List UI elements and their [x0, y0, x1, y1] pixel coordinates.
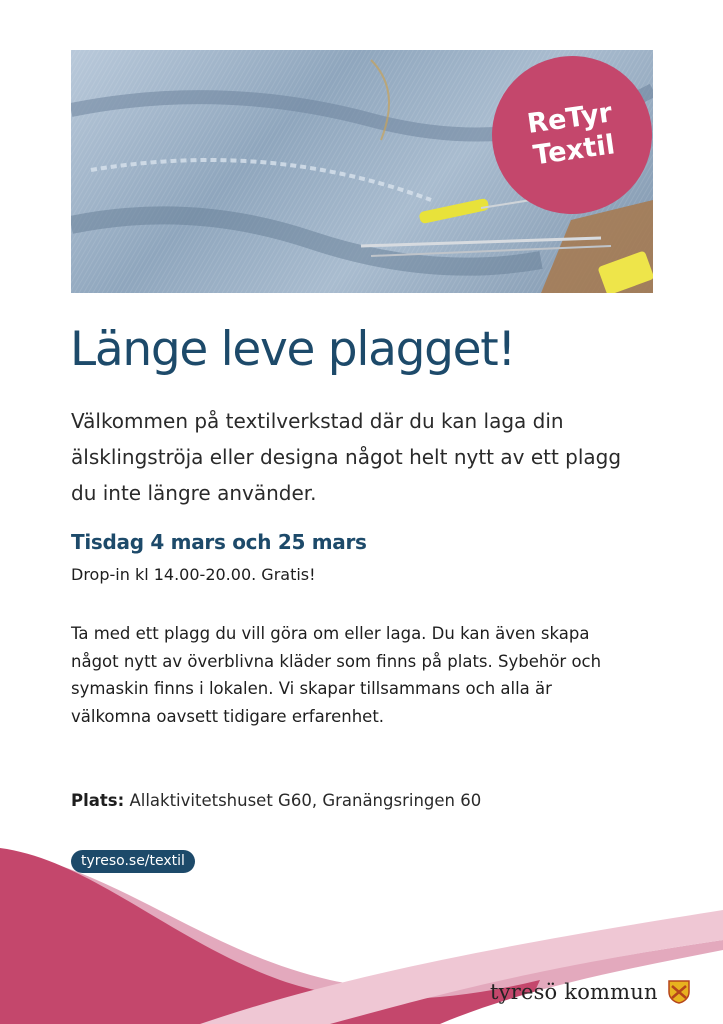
event-date: Tisdag 4 mars och 25 mars	[71, 530, 367, 554]
municipality-logo	[490, 980, 690, 1004]
place-value: Allaktivitetshuset G60, Granängsringen 60	[129, 791, 482, 810]
page-title: Länge leve plagget!	[70, 322, 515, 377]
intro-text: Välkommen på textilverkstad där du kan laga din älsklingströja eller designa något helt nytt av ett plagg du inte längre använder.	[71, 409, 622, 505]
badge-line-2: Textil	[531, 129, 617, 172]
logo-text: tyresö kommun	[490, 980, 658, 1004]
website-link[interactable]: tyreso.se/textil	[71, 850, 195, 873]
place-label: Plats:	[71, 791, 125, 810]
badge-line-1: ReTyr	[525, 97, 615, 140]
shield-crest-icon	[668, 980, 690, 1004]
event-place	[71, 791, 481, 810]
event-description: Ta med ett plagg du vill göra om eller laga. Du kan även skapa något nytt av överblivna kläder som finns på plats. Sybehör och symaskin finns i lokalen. Vi skapar tillsammans och alla är välkomna oavsett tidigare erfarenhet.	[71, 624, 602, 726]
event-dropin: Drop-in kl 14.00-20.00. Gratis!	[71, 565, 316, 584]
